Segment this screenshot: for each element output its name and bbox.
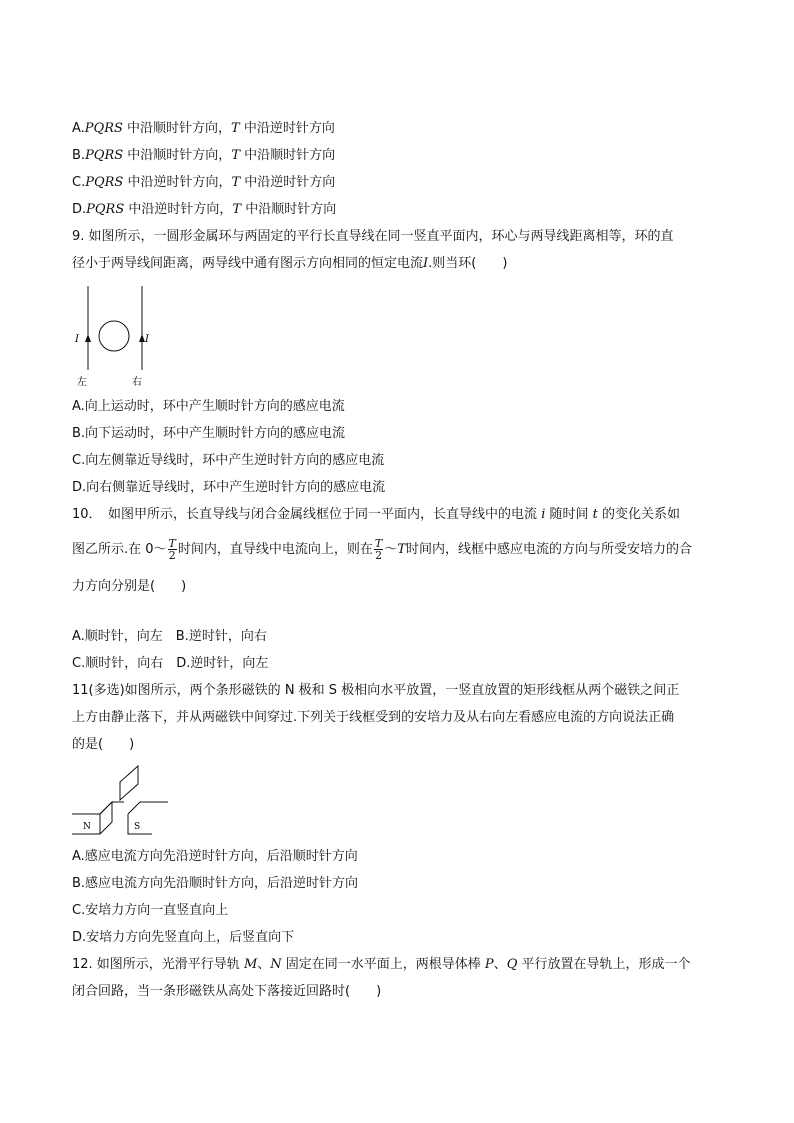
fraction-numerator: T (374, 537, 383, 550)
q11-stem-line1: 11(多选)如图所示，两个条形磁铁的 N 极和 S 极相向水平放置，一竖直放置的矩形线框从两个磁铁之间正 (72, 683, 680, 698)
stem-text: 、 (493, 957, 507, 972)
s-pole-label: S (134, 822, 141, 832)
q11-option-d: D.安培力方向先竖直向上，后竖直向下 (72, 930, 295, 945)
option-text: 中沿顺时针方向 (241, 202, 337, 217)
math-var: N (270, 957, 282, 972)
fraction-numerator: T (168, 537, 176, 550)
q12-stem-line1 (72, 956, 691, 974)
math-var: PQRS (86, 202, 125, 217)
q9-option-a: A.向上运动时，环中产生顺时针方向的感应电流 (72, 399, 345, 414)
q9-stem-line1: 9. 如图所示，一圆形金属环与两固定的平行长直导线在同一竖直平面内，环心与两导线距离相等，环的直 (72, 229, 674, 244)
stem-text: 固定在同一水平面上，两根导体棒 (281, 957, 485, 972)
option-text: 中沿顺时针方向， (123, 148, 232, 163)
q10-options-row2: C.顺时针，向右 D.逆时针，向左 (72, 656, 269, 671)
math-var: T (231, 148, 240, 163)
stem-text: 时间内，线框中感应电流的方向与所受安培力的合 (405, 542, 692, 557)
q10-stem-line2 (72, 537, 692, 563)
option-text: 中沿逆时针方向， (124, 202, 233, 217)
stem-text: ～ (384, 542, 398, 557)
q9-option-b: B.向下运动时，环中产生顺时针方向的感应电流 (72, 426, 346, 441)
math-var: T (231, 121, 240, 136)
q11-option-b: B.感应电流方向先沿顺时针方向，后沿逆时针方向 (72, 876, 359, 891)
math-var: t (592, 507, 598, 522)
metal-ring (99, 321, 129, 351)
option-label: B. (72, 148, 86, 163)
stem-text: 平行放置在导轨上，形成一个 (517, 957, 691, 972)
q8-option-b (72, 147, 335, 165)
stem-text: 、 (257, 957, 271, 972)
math-var: T (397, 542, 406, 557)
s-magnet-top (128, 802, 168, 814)
q11-figure (72, 766, 172, 838)
stem-text: 随时间 (545, 507, 593, 522)
option-label: C. (72, 175, 86, 190)
n-magnet-body (72, 802, 112, 834)
stem-text: 时间内，直导线中电流向上，则在 (177, 542, 373, 557)
math-var: i (541, 507, 546, 522)
left-current-arrow-icon (85, 334, 91, 342)
q12-stem-line2: 闭合回路，当一条形磁铁从高处下落接近回路时( ) (72, 984, 382, 999)
q9-stem-line2 (72, 255, 507, 273)
math-var: T (232, 202, 242, 217)
math-var: PQRS (85, 148, 124, 163)
stem-text: 径小于两导线间距离，两导线中通有图示方向相同的恒定电流 (72, 256, 424, 271)
q10-stem-line3: 力方向分别是( ) (72, 579, 187, 594)
math-var: PQRS (84, 121, 123, 136)
rectangular-coil (120, 766, 138, 800)
fraction-t-over-2 (374, 538, 383, 561)
math-var: PQRS (85, 175, 124, 190)
math-var: Q (506, 957, 518, 972)
math-var: T (231, 175, 241, 190)
right-current-label: I (145, 334, 149, 345)
math-var: I (423, 256, 429, 271)
left-side-label: 左 (77, 377, 87, 388)
left-current-label: I (75, 334, 79, 345)
option-text: 中沿逆时针方向 (239, 121, 335, 136)
q8-option-a (72, 120, 335, 138)
math-var: M (243, 957, 258, 972)
n-magnet-top (72, 802, 124, 814)
q9-figure (72, 286, 162, 386)
option-text: 中沿逆时针方向 (240, 175, 336, 190)
q10-stem-line1 (72, 506, 680, 524)
q10-options-row1: A.顺时针，向左 B.逆时针，向右 (72, 629, 267, 644)
option-label: D. (72, 202, 87, 217)
q9-option-c: C.向左侧靠近导线时，环中产生逆时针方向的感应电流 (72, 453, 385, 468)
q9-option-d: D.向右侧靠近导线时，环中产生逆时针方向的感应电流 (72, 480, 386, 495)
q8-option-d (72, 201, 336, 219)
n-pole-label: N (83, 822, 91, 832)
math-var: P (484, 957, 494, 972)
q11-option-c: C.安培力方向一直竖直向上 (72, 903, 229, 918)
q8-option-c (72, 174, 335, 192)
option-label: A. (72, 121, 85, 136)
fraction-t-over-2 (168, 538, 177, 561)
q11-stem-line3: 的是( ) (72, 737, 135, 752)
right-side-label: 右 (132, 377, 142, 388)
q11-option-a: A.感应电流方向先沿逆时针方向，后沿顺时针方向 (72, 849, 358, 864)
stem-text: 10． 如图甲所示，长直导线与闭合金属线框位于同一平面内，长直导线中的电流 (72, 507, 542, 522)
q11-stem-line2: 上方由静止落下，并从两磁铁中间穿过.下列关于线框受到的安培力及从右向左看感应电流的方向说法正确 (72, 710, 675, 725)
stem-text: 图乙所示.在 0～ (72, 542, 167, 557)
stem-text: 的变化关系如 (597, 507, 680, 522)
stem-text: .则当环( ) (428, 256, 508, 271)
fraction-denominator: 2 (168, 549, 176, 562)
fraction-denominator: 2 (375, 549, 383, 562)
option-text: 中沿顺时针方向 (239, 148, 336, 163)
stem-text: 12. 如图所示，光滑平行导轨 (72, 957, 244, 972)
option-text: 中沿顺时针方向， (122, 121, 232, 136)
option-text: 中沿逆时针方向， (123, 175, 232, 190)
